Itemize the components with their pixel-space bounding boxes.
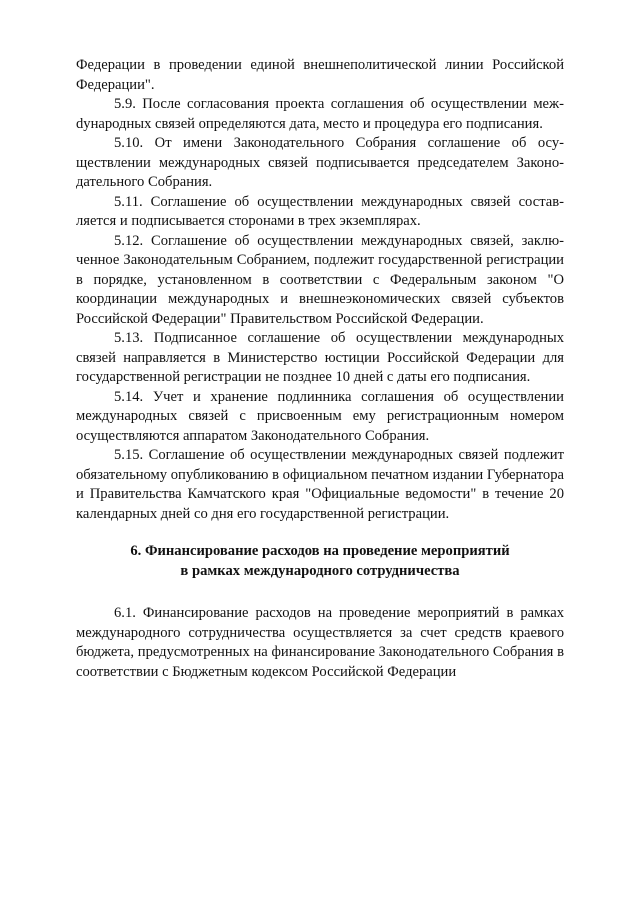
paragraph-5-14: 5.14. Учет и хранение подлинника соглашения об осуществлении международных связей с присвоенным ему регистрационным номером осуществляются аппаратом Законодательного Собрания. xyxy=(76,388,564,444)
paragraph-5-15: 5.15. Соглашение об осуществлении международных связей подлежит обязательному опубликованию в официальном печатном издании Губернатора и Правительства Камчатского края "Официальные ведомости" в течение 20 календарных дней со дня его государственной регистрации. xyxy=(76,447,564,522)
paragraph-5-13: 5.13. Подписанное соглашение об осуществлении международных связей направляется в Министерство юстиции Российской Федерации для государственной регистрации не позднее 10 дней с даты его подписания. xyxy=(76,330,564,385)
section-6-heading-line-2: в рамках международного сотрудничества xyxy=(180,562,460,579)
paragraph-5-11: 5.11. Соглашение об осуществлении международных связей составляется и подписывается сторонами в трех экземплярах. xyxy=(76,193,564,229)
document-body xyxy=(76,56,564,682)
paragraph-5-10: 5.10. От имени Законодательного Собрания соглашение об осуществлении международных связей подписывается председателем Законодательного Собрания. xyxy=(76,135,564,190)
paragraph-6-1: 6.1. Финансирование расходов на проведение мероприятий в рамках международного сотрудничества осуществляется за счет средств краевого бюджета, предусмотренных на финансирование Законодательного Собрания в соответствии с Бюджетным кодексом Российской Федерации xyxy=(76,605,564,680)
section-6-heading-line-1: 6. Финансирование расходов на проведение мероприятий xyxy=(130,543,510,559)
paragraph-5-9: 5.9. После согласования проекта соглашения об осуществлении межdународных связей определяются дата, место и процедура его подписания. xyxy=(76,96,564,132)
paragraph-5-12: 5.12. Соглашение об осуществлении международных связей, заключенное Законодательным Собранием, подлежит государственной регистрации в порядке, установленном в соответствии с Федеральным законом "О координации международных и внешнеэкономических связей субъектов Российской Федерации" Правительством Российской Федерации. xyxy=(76,232,564,327)
paragraph-continuation: Федерации в проведении единой внешнеполитической линии Российской Федерации". xyxy=(76,57,564,93)
section-6-heading xyxy=(76,542,564,581)
